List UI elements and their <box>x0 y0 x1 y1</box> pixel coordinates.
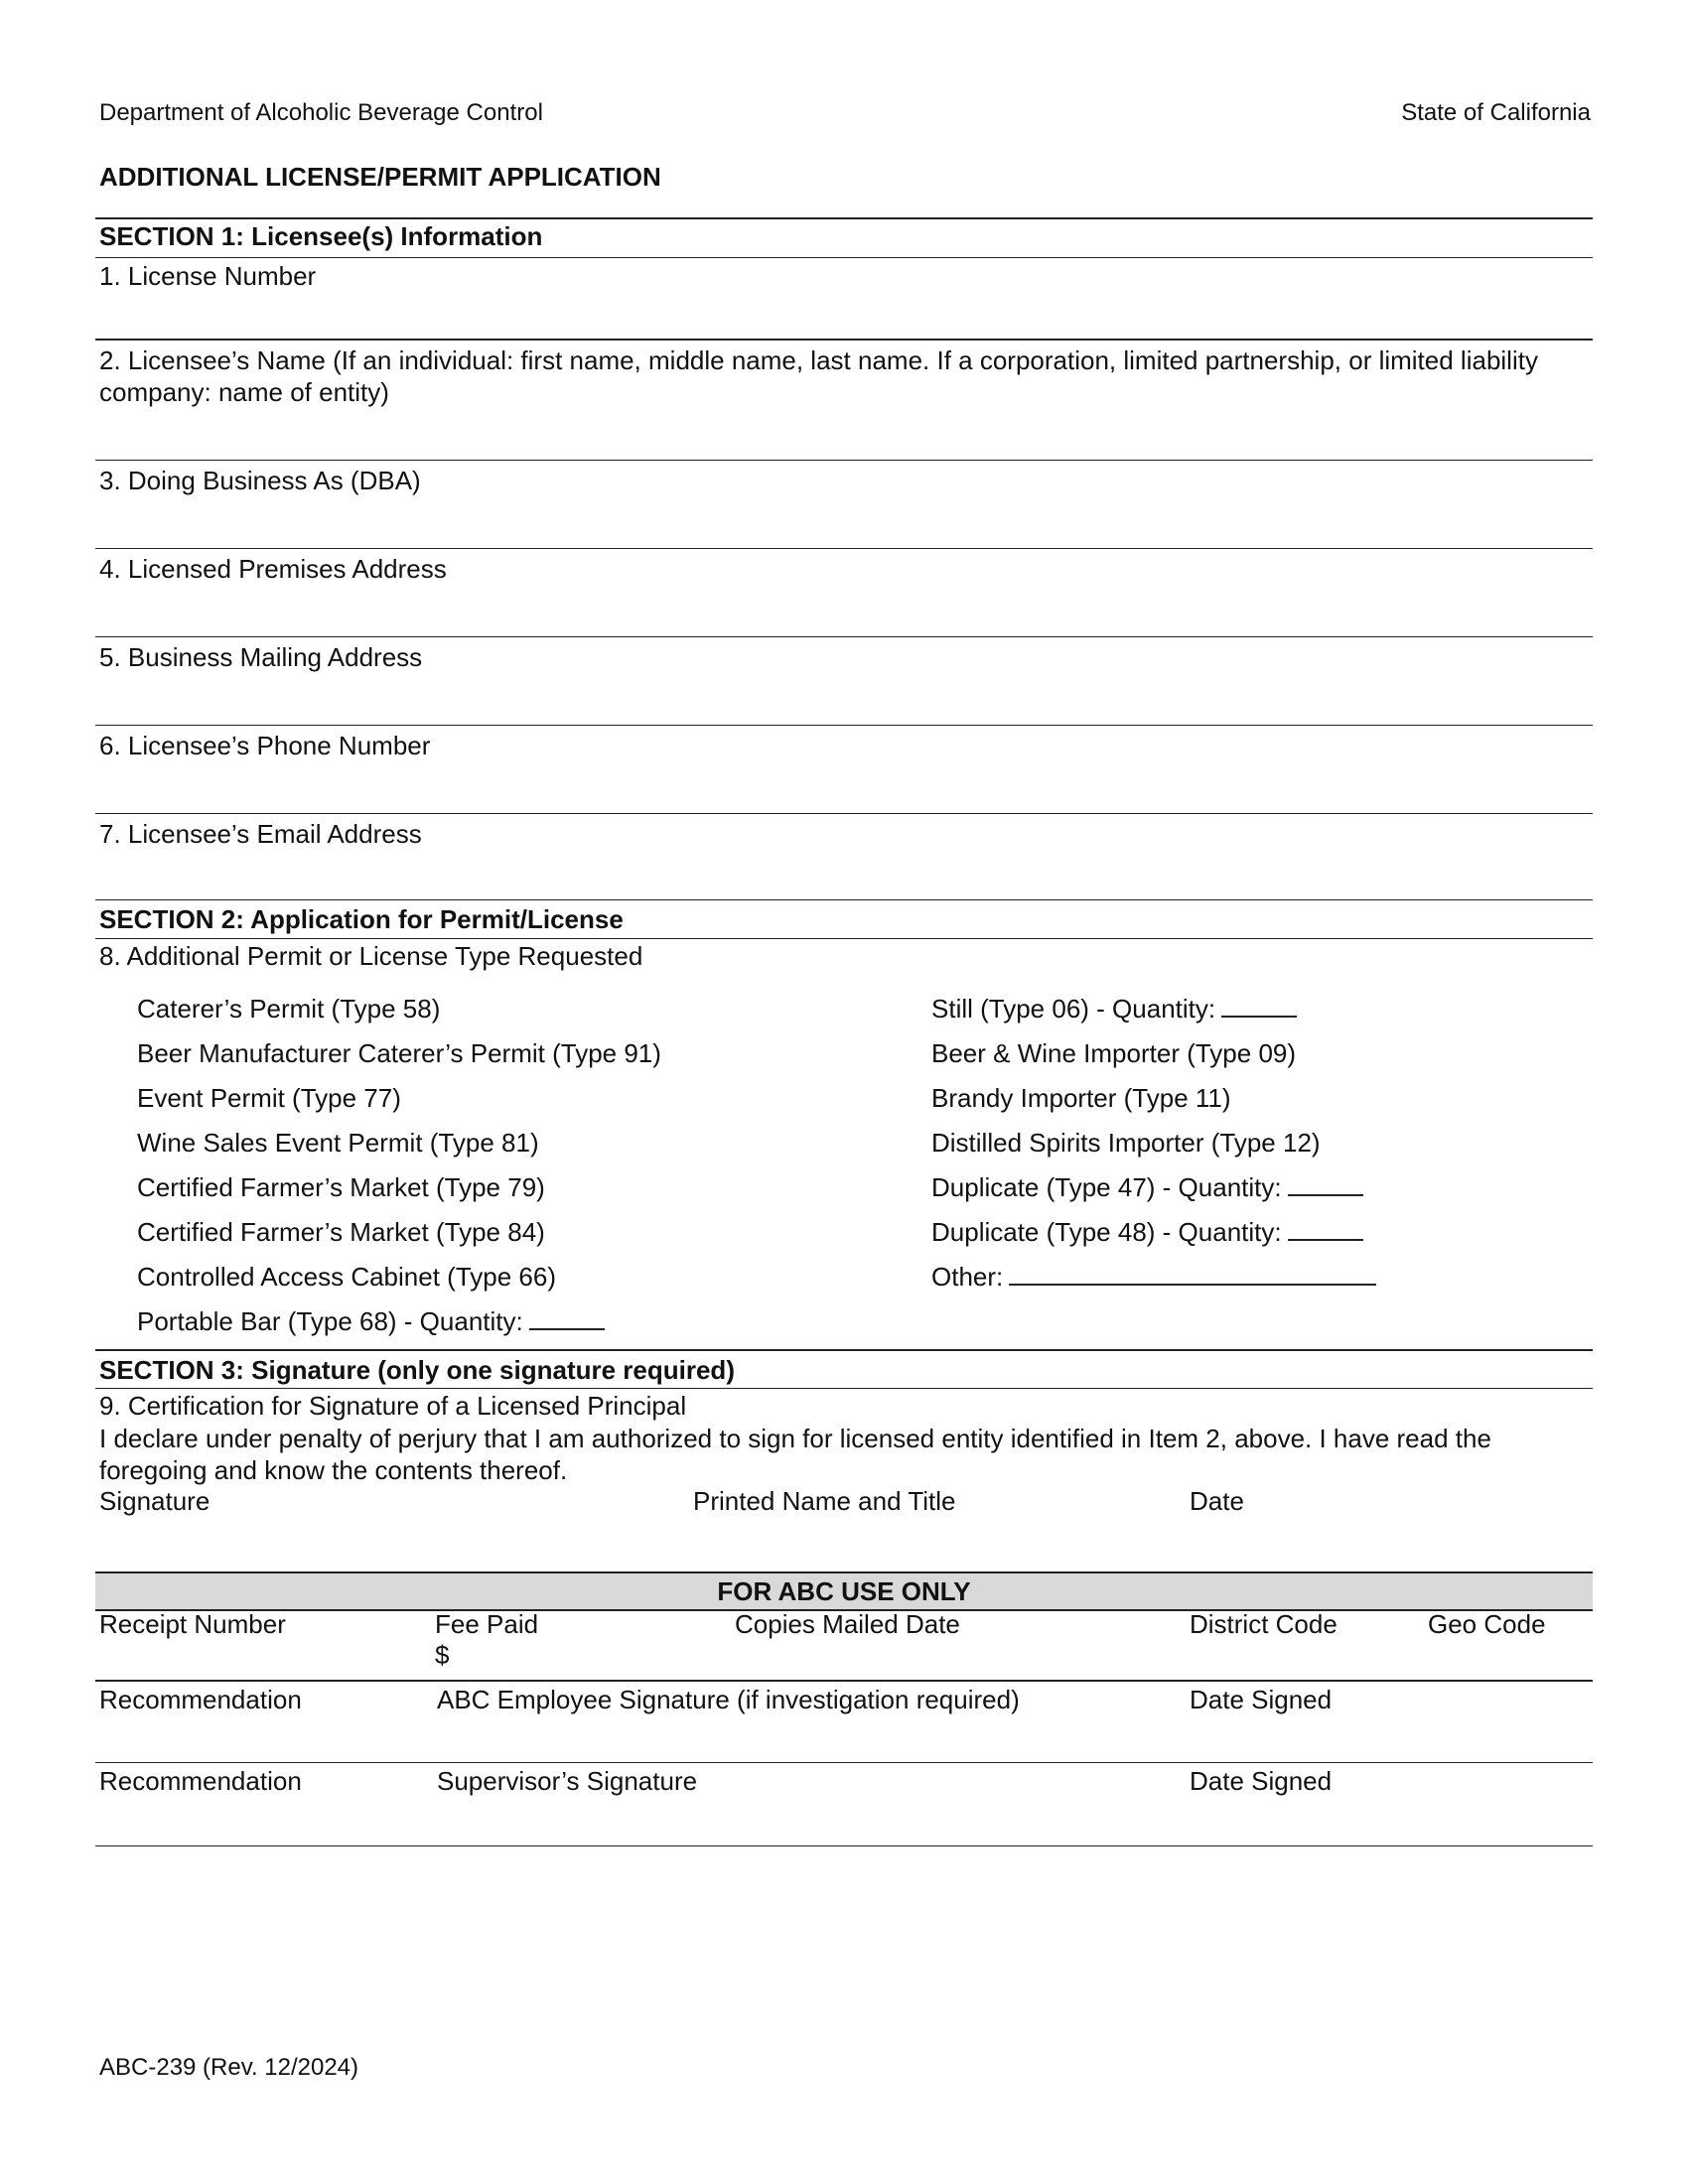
abc-row2-rule <box>95 1762 1593 1763</box>
option-portable-bar[interactable] <box>137 1306 605 1336</box>
signature-date-label[interactable]: Date <box>1190 1486 1244 1516</box>
certification-title: 9. Certification for Signature of a Licensed Principal <box>99 1391 687 1421</box>
state-name: State of California <box>1401 99 1591 126</box>
option-portable-bar-label: Portable Bar (Type 68) - Quantity: <box>137 1306 523 1336</box>
option-controlled-access-cabinet[interactable]: Controlled Access Cabinet (Type 66) <box>137 1262 556 1292</box>
field-email-label: 7. Licensee’s Email Address <box>99 819 422 849</box>
date-signed-label-2: Date Signed <box>1190 1766 1333 1796</box>
field-email-line[interactable] <box>95 899 1593 900</box>
option-brandy-importer[interactable]: Brandy Importer (Type 11) <box>931 1083 1231 1113</box>
section1-top-rule <box>95 217 1593 219</box>
certification-text: I declare under penalty of perjury that I am authorized to sign for licensed entity identified in Item 2, above. I have read the foregoing and know the contents thereof. <box>99 1424 1491 1485</box>
section2-heading-rule <box>95 938 1593 939</box>
option-duplicate-47[interactable] <box>931 1172 1363 1202</box>
option-other[interactable] <box>931 1262 1376 1292</box>
option-duplicate-48[interactable] <box>931 1217 1363 1247</box>
form-id: ABC-239 (Rev. 12/2024) <box>99 2054 359 2081</box>
receipt-number-label: Receipt Number <box>99 1609 286 1639</box>
recommendation-label-1: Recommendation <box>99 1685 302 1714</box>
department-name: Department of Alcoholic Beverage Control <box>99 99 543 126</box>
field-mailing-address-line[interactable] <box>95 725 1593 726</box>
fee-dollar-sign: $ <box>435 1640 450 1670</box>
section3-top-rule <box>95 1349 1593 1351</box>
signature-label[interactable]: Signature <box>99 1486 211 1516</box>
duplicate-47-quantity-blank[interactable] <box>1288 1174 1363 1196</box>
section3-heading-rule <box>95 1388 1593 1389</box>
option-duplicate-48-label: Duplicate (Type 48) - Quantity: <box>931 1217 1282 1247</box>
option-caterers-permit[interactable]: Caterer’s Permit (Type 58) <box>137 994 441 1024</box>
option-still-label: Still (Type 06) - Quantity: <box>931 994 1216 1024</box>
section2-heading: SECTION 2: Application for Permit/License <box>99 904 624 934</box>
field-license-number-label: 1. License Number <box>99 261 317 291</box>
abc-use-only-heading: FOR ABC USE ONLY <box>717 1576 971 1606</box>
duplicate-48-quantity-blank[interactable] <box>1288 1219 1363 1241</box>
permit-type-question: 8. Additional Permit or License Type Requested <box>99 941 643 971</box>
field-licensee-name-label: 2. Licensee’s Name (If an individual: first name, middle name, last name. If a corporation, limited partnership, or limited liability company: name of entity) <box>99 345 1538 407</box>
option-farmers-market-84[interactable]: Certified Farmer’s Market (Type 84) <box>137 1217 545 1247</box>
abc-use-only-band <box>95 1571 1593 1611</box>
option-wine-sales-event[interactable]: Wine Sales Event Permit (Type 81) <box>137 1128 539 1158</box>
form-title: ADDITIONAL LICENSE/PERMIT APPLICATION <box>99 162 661 192</box>
field-premises-address-label: 4. Licensed Premises Address <box>99 554 447 584</box>
copies-mailed-date-label: Copies Mailed Date <box>735 1609 960 1639</box>
field-phone-line[interactable] <box>95 813 1593 814</box>
field-dba-line[interactable] <box>95 548 1593 549</box>
still-quantity-blank[interactable] <box>1221 996 1297 1018</box>
employee-signature-label: ABC Employee Signature (if investigation required) <box>437 1685 1020 1714</box>
section1-heading: SECTION 1: Licensee(s) Information <box>99 221 543 251</box>
abc-bottom-rule <box>95 1845 1593 1846</box>
printed-name-title-label[interactable]: Printed Name and Title <box>693 1486 956 1516</box>
portable-bar-quantity-blank[interactable] <box>529 1308 605 1330</box>
option-event-permit[interactable]: Event Permit (Type 77) <box>137 1083 401 1113</box>
other-blank[interactable] <box>1009 1264 1376 1286</box>
option-still[interactable] <box>931 994 1297 1024</box>
geo-code-label: Geo Code <box>1428 1609 1546 1639</box>
field-premises-address-line[interactable] <box>95 636 1593 637</box>
date-signed-label-1: Date Signed <box>1190 1685 1333 1714</box>
option-distilled-spirits-importer[interactable]: Distilled Spirits Importer (Type 12) <box>931 1128 1321 1158</box>
option-duplicate-47-label: Duplicate (Type 47) - Quantity: <box>931 1172 1282 1202</box>
option-other-label: Other: <box>931 1262 1004 1292</box>
field-mailing-address-label: 5. Business Mailing Address <box>99 642 423 672</box>
field-licensee-name-line[interactable] <box>95 460 1593 461</box>
field-dba-label: 3. Doing Business As (DBA) <box>99 466 421 495</box>
field-phone-label: 6. Licensee’s Phone Number <box>99 731 431 760</box>
option-beer-manufacturer-caterer[interactable]: Beer Manufacturer Caterer’s Permit (Type 91) <box>137 1038 661 1068</box>
district-code-label: District Code <box>1190 1609 1337 1639</box>
section3-heading: SECTION 3: Signature (only one signature required) <box>99 1355 735 1385</box>
section1-heading-rule <box>95 257 1593 258</box>
supervisor-signature-label: Supervisor’s Signature <box>437 1766 698 1796</box>
option-farmers-market-79[interactable]: Certified Farmer’s Market (Type 79) <box>137 1172 545 1202</box>
abc-row1-rule <box>95 1680 1593 1682</box>
fee-paid-label: Fee Paid <box>435 1609 539 1639</box>
option-beer-wine-importer[interactable]: Beer & Wine Importer (Type 09) <box>931 1038 1297 1068</box>
field-license-number-line[interactable] <box>95 339 1593 341</box>
recommendation-label-2: Recommendation <box>99 1766 302 1796</box>
